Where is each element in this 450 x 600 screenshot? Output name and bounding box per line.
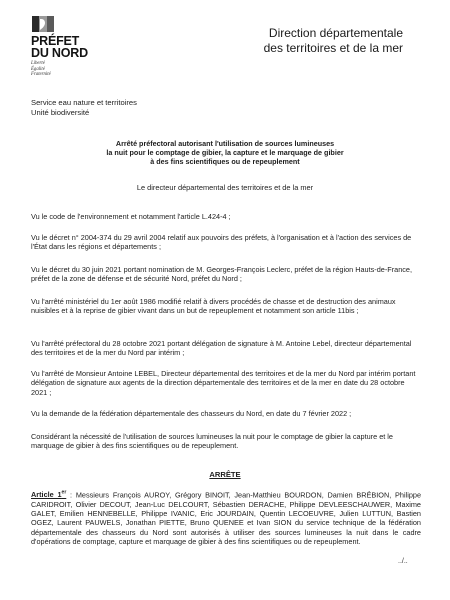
department-line2: des territoires et de la mer [263, 41, 403, 55]
vu-paragraph: Vu l'arrêté de Monsieur Antoine LEBEL, Directeur départemental des territoires et de la mer du Nord par intérim portant délégation de signature aux agents de la direction départementale des territoires et de la mer en date du 28 octobre 2021 ; [31, 369, 416, 397]
department-line1: Direction départementale [268, 26, 403, 40]
vu-paragraph: Vu l'arrêté préfectoral du 28 octobre 2021 portant délégation de signature à M. Antoine Lebel, directeur départemental des territoires et de la mer du Nord par intérim ; [31, 339, 412, 358]
vu-paragraph: Vu le décret du 30 juin 2021 portant nomination de M. Georges-François Leclerc, préfet de la région Hauts-de-France, préfet de la zone de défense et de sécurité Nord, préfet du Nord ; [31, 265, 412, 284]
motto-liberte: Liberté [31, 61, 45, 66]
service-block [31, 98, 137, 118]
motto-fraternite: Fraternité [31, 72, 51, 78]
vu-paragraph: Vu la demande de la fédération départementale des chasseurs du Nord, en date du 7 février 2022 ; [31, 409, 352, 418]
service-name: Service eau nature et territoires [31, 98, 137, 107]
considerant-paragraph: Considérant la nécessité de l'utilisation de sources lumineuses la nuit pour le comptage de gibier la capture et le marquage de gibier à des fins scientifiques ou de repeuplement. [31, 432, 393, 451]
vu-paragraph: Vu le code de l'environnement et notamment l'article L.424-4 ; [31, 212, 231, 221]
arrete-heading: ARRÊTE [209, 470, 241, 479]
republic-motto [31, 61, 111, 78]
article-1-text: : Messieurs François AUROY, Grégory BINOIT, Jean-Matthieu BOURDON, Damien BRÉBION, Philippe CARIDROIT, Olivier DECOUT, Jean-Luc DELCOURT, Sébastien DERACHE, Philippe DEVLEESCHAUWER, Maxime GALET, Emilien HENNEBELLE, Philippe IVANIC, Eric JOURDAIN, Quentin LECOEUVRE, Julien LUTTUN, Bastien OGEZ, Laurent PAUWELS, Jonathan PIETTE, Bruno QUENEE et Ivan SION du service technique de la fédération départementale des chasseurs du Nord sont autorisés à utiliser des sources lumineuses la nuit dans le cadre d'opérations de comptage, capture et marquage de gibier à des fins scientifiques ou de repeuplement. [31, 490, 422, 546]
motto-egalite: Égalité [31, 66, 45, 72]
prefecture-name-line2: DU NORD [31, 46, 88, 60]
marianne-flag-icon [32, 16, 54, 32]
prefecture-name-line1: PRÉFET [31, 34, 80, 48]
article-1 [31, 489, 421, 546]
decree-title-line2: la nuit pour le comptage de gibier, la capture et le marquage de gibier [106, 148, 344, 158]
decree-title-line1: Arrêté préfectoral autorisant l'utilisation de sources lumineuses [115, 139, 335, 148]
article-1-label [31, 490, 66, 499]
decree-title-line3: à des fins scientifiques ou de repeuplement [150, 157, 300, 167]
decree-title [40, 139, 410, 167]
department-heading [264, 26, 403, 56]
unit-name: Unité biodiversité [31, 108, 90, 117]
vu-paragraph: Vu l'arrêté ministériel du 1er août 1986 modifié relatif à divers procédés de chasse et de destruction des animaux nuisibles et à la reprise de gibier vivant dans un but de repeuplement et notamment son article 11bis ; [31, 297, 396, 316]
prefecture-logo [31, 16, 111, 78]
director-line: Le directeur départemental des territoires et de la mer [136, 183, 314, 192]
article-label-text: Article 1 [31, 490, 62, 500]
continuation-mark: ../.. [398, 558, 408, 565]
article-label-sup: er [61, 490, 67, 496]
vu-paragraph: Vu le décret n° 2004-374 du 29 avril 2004 relatif aux pouvoirs des préfets, à l'organisation et à l'action des services de l'État dans les régions et départements ; [31, 233, 412, 252]
